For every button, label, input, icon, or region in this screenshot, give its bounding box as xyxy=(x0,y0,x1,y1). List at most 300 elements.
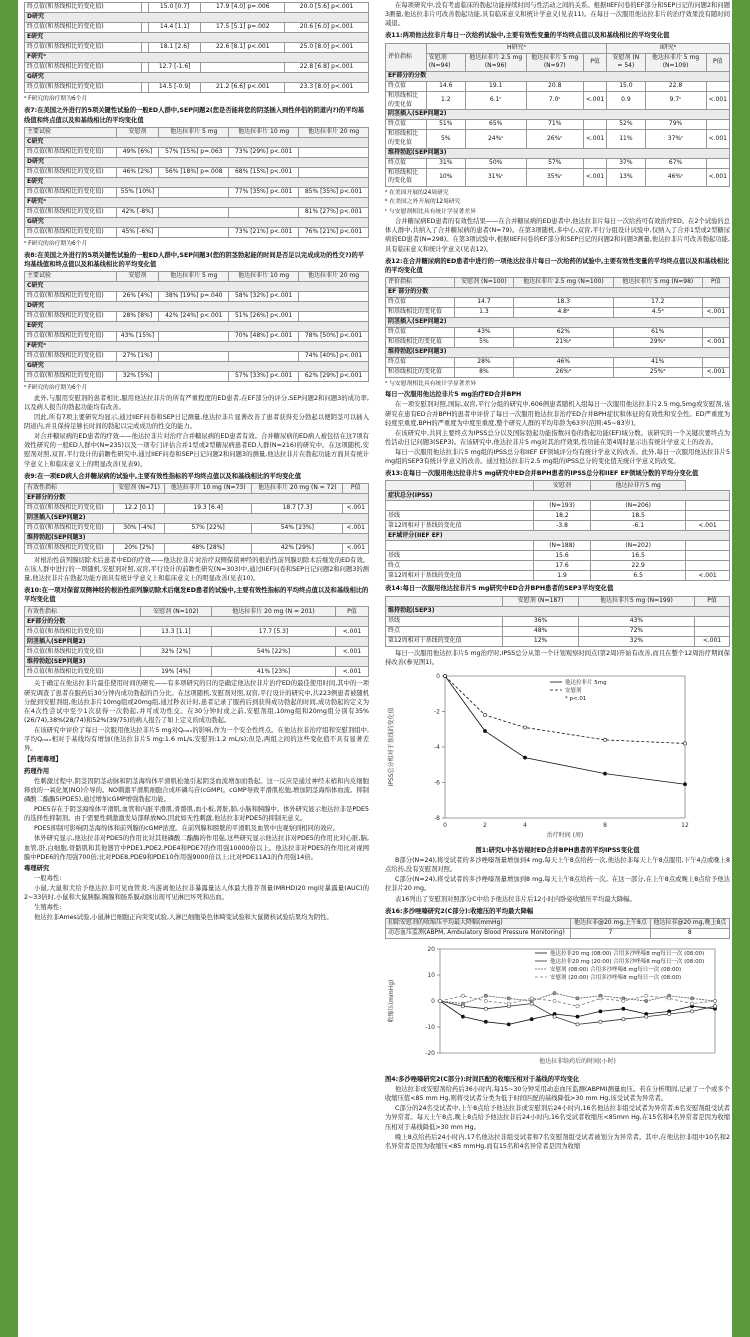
table-header: 他达拉非片 20 mg xyxy=(299,272,369,282)
table-header: 评价指标 xyxy=(386,43,427,71)
table-header-row xyxy=(386,481,730,491)
table-cell: -6.1 xyxy=(591,521,686,531)
table-cell: 14.4 [1.1] xyxy=(148,23,200,33)
table-cell: <.001 xyxy=(702,337,729,347)
table-cell: 18.2 xyxy=(533,511,591,521)
y-tick-label: -4 xyxy=(434,743,440,751)
table-cell: 12.7 [-1.6] xyxy=(148,63,200,73)
table-cell: <.001 xyxy=(583,130,606,148)
data-point xyxy=(576,997,579,1000)
data-point xyxy=(690,997,693,1000)
table-header: P值 xyxy=(343,483,369,493)
table-cell: 终点 xyxy=(386,561,534,571)
table-cell xyxy=(686,551,730,561)
table12-note: ᵃ 与安慰剂相比具有统计学显著差异 xyxy=(385,380,477,387)
table-header: 他达拉非片5 mg (N=199) xyxy=(578,596,694,606)
table-section-label: EF域评分(IIEF EF) xyxy=(386,531,730,541)
table-row xyxy=(386,81,730,91)
table-section-row xyxy=(25,657,369,667)
table-cell: 16.5 xyxy=(591,551,686,561)
table-cell: 43% xyxy=(454,327,513,337)
table-row xyxy=(386,168,730,186)
table-cell: 17.2 xyxy=(613,297,702,307)
figure1-chart xyxy=(385,668,730,840)
data-point xyxy=(461,1015,464,1018)
table-header: 安慰剂 xyxy=(116,272,159,282)
table-cell: 17.7 [5.3] xyxy=(212,627,336,637)
table-cell: 终点值 xyxy=(386,327,455,337)
paragraph: 他达拉非Ames试验,小鼠淋巴细胞正向突变试验,人淋巴细胞染色体畸变试验和大鼠微核试验结果均为阴性。 xyxy=(34,914,333,922)
y-tick-label: -6 xyxy=(434,779,440,787)
table-row xyxy=(386,337,730,347)
paragraph: 表16列出了安慰剂对照部分C中给予他达拉非片后12小时内卧姿收缩压平均最大降幅。 xyxy=(395,895,636,903)
table-cell: 32% [5%] xyxy=(116,372,159,382)
data-point xyxy=(507,997,510,1000)
table-row xyxy=(25,227,369,237)
table-cell: 终点值(和基线相比的变化值) xyxy=(25,523,114,533)
table-cell: 24%ᶜ xyxy=(465,130,526,148)
table-header: P值 xyxy=(706,53,729,71)
table-cell: 48% xyxy=(503,626,578,636)
table-cell: -3.8 xyxy=(533,521,591,531)
table-row xyxy=(386,130,730,148)
table-header: 有效性指标 xyxy=(25,607,141,617)
table-cell: 52% xyxy=(607,120,645,130)
table-header: 他达拉非片 20 mg (N = 201) xyxy=(212,607,336,617)
table-section-label: 阴茎插入(SEP问题2) xyxy=(25,637,369,647)
paragraph: 体外研究显示,他达拉非对PDE5的作用比对其他磷酸二酯酶的作用强,这些研究显示他达拉非对PDE5的作用比对心脏,脑,血管,肝,白细胞,骨骼肌和其他器官中PDE1,PDE2,PDE4和PDE7的作用强10000倍以上。他达拉非对PDE5的作用比对视网膜中PDE6的作用强700倍;比对PDE8,PDE9和PDE10作用强9000倍以上;比对PDE11A1的作用强14倍。 xyxy=(24,835,369,861)
table-header xyxy=(386,481,534,491)
table-header-row xyxy=(386,918,730,928)
table-group-header: I研究ᵇ xyxy=(607,43,730,53)
data-point xyxy=(599,997,602,1000)
table-section-label: EF部分的分数 xyxy=(25,617,369,627)
table-header: 他达拉非@20 mg,晚上8点 xyxy=(650,918,729,928)
data-point xyxy=(599,1020,602,1023)
table-section-row xyxy=(386,71,730,81)
table-cell xyxy=(141,83,148,93)
table7 xyxy=(24,127,369,238)
table-cell xyxy=(229,207,299,217)
table-cell: 32% xyxy=(578,636,694,646)
table-cell: 71% xyxy=(526,120,583,130)
table-cell xyxy=(702,357,729,367)
table-cell: 基线 xyxy=(386,616,503,626)
table-cell: 11% xyxy=(607,130,645,148)
table-row xyxy=(386,511,730,521)
table-row xyxy=(25,627,369,637)
data-point xyxy=(690,1010,693,1013)
table-section-label: C研究 xyxy=(25,282,369,292)
table-cell: 终点值(和基线相比的变化值) xyxy=(25,352,117,362)
table-cell: <.001 xyxy=(343,543,369,553)
x-tick-label: 0 xyxy=(443,821,447,829)
table-cell xyxy=(229,352,299,362)
table-cell: 26% [4%] xyxy=(116,292,159,302)
table-header-row xyxy=(386,596,730,606)
right-column xyxy=(385,0,730,1337)
table-section-row xyxy=(25,197,369,207)
table-row xyxy=(25,43,369,53)
table-cell: 第12周相对于基线的变化值 xyxy=(386,636,503,646)
data-point xyxy=(576,1004,579,1007)
table-cell: 14.6 xyxy=(426,81,465,91)
table-cell: 15.0 xyxy=(607,81,645,91)
table-section-label: E研究 xyxy=(25,33,369,43)
table11-note: ᵃ 在美国开展的24周研究 xyxy=(385,190,449,196)
series-line xyxy=(445,676,685,743)
table-row xyxy=(386,541,730,551)
paragraph: PDE5抑制可影响阴茎海绵体和前列腺的cGMP浓度。在前列腺和膀胱的平滑肌及血管中也观察到相同的效应。 xyxy=(34,825,339,833)
table-cell xyxy=(686,501,730,511)
table-cell: 50% xyxy=(465,158,526,168)
table7-note: ᵃ F研究的治疗期为6个月 xyxy=(24,240,88,247)
table-cell: 57% [22%] xyxy=(165,523,252,533)
table-cell: 15.0 [0.7] xyxy=(148,3,200,13)
table-header: 安慰剂 (N=94) xyxy=(426,53,465,71)
table-cell: 终点值(和基线相比的变化值) xyxy=(25,372,117,382)
table-section-row xyxy=(386,491,730,501)
table-cell: 62% [29%] p<.001 xyxy=(299,372,369,382)
table-header: 评价指标 xyxy=(386,277,455,287)
table-cell: 68% [15%] p<.001 xyxy=(229,167,299,177)
data-point xyxy=(683,782,686,785)
table-cell: 和基线相比的变化值 xyxy=(386,91,427,109)
table-cell: 70% [48%] p<.001 xyxy=(229,332,299,342)
table-header: 他达拉非片5 mg xyxy=(591,481,686,491)
table-row xyxy=(386,307,730,317)
data-point xyxy=(523,726,526,729)
table-row xyxy=(25,292,369,302)
table-section-row xyxy=(25,53,369,63)
table13 xyxy=(385,480,730,581)
table-cell: 76% [21%] p<.001 xyxy=(299,227,369,237)
table-cell: 0.9 xyxy=(607,91,645,109)
figure4-caption: 图4:多沙唑嗪研究2(C部分):时间匹配的收缩压相对于基线的平均变化 xyxy=(385,1075,580,1083)
data-point xyxy=(713,1004,716,1007)
table-cell: 77% [35%] p<.001 xyxy=(229,187,299,197)
table-section-row xyxy=(386,148,730,158)
table-top-note: ᵃ F研究的治疗期为6个月 xyxy=(24,96,88,102)
data-point xyxy=(553,1015,556,1018)
data-point xyxy=(523,756,526,759)
table-cell: 28% [8%] xyxy=(116,312,159,322)
paragraph: B部分(N=24),将受试者的多沙唑嗪剂量增加到4 mg,每天上午8点给药一次,他达拉非每天上午8点服用,下午4点或晚上8点给药,没有安慰剂对照。 xyxy=(385,857,730,874)
table-header: 安慰剂 xyxy=(533,481,591,491)
table-cell: 1.3 xyxy=(454,307,513,317)
table-section-row xyxy=(25,137,369,147)
data-point xyxy=(576,1023,579,1026)
paragraph: 在每项研究中,没有考虑临床的勃起功能持续时间与性活动之间的关系。根据IIEF问卷的EF部分和SEP日记的问题2和问题3测量,他达拉非片可改善勃起功能,具有临床意义和统计学意义(见表11)。在每日一次服用他达拉非片的治疗效果没有随时间减退。 xyxy=(385,2,730,28)
data-point xyxy=(645,999,648,1002)
table-cell: 81% [27%] p<.001 xyxy=(299,207,369,217)
table-cell: <.001 xyxy=(702,367,729,377)
table-section-label: D研究 xyxy=(25,157,369,167)
table-row xyxy=(25,667,369,677)
table-cell: 18.3 xyxy=(513,297,613,307)
table-cell: <.001 xyxy=(343,523,369,533)
table-section-label: F研究ᵃ xyxy=(25,342,369,352)
table-cell: 27% [1%] xyxy=(116,352,159,362)
table-cell: 终点值 xyxy=(386,120,427,130)
table-header: 他达拉非片 5 mg (N=97) xyxy=(526,53,583,71)
data-point xyxy=(553,991,556,994)
x-axis-label: 他达拉非给药后的时间(小时) xyxy=(539,1057,616,1065)
table-cell: 7.0ᶜ xyxy=(526,91,583,109)
table-cell: 57% [33%] p<.001 xyxy=(229,372,299,382)
table-row xyxy=(25,23,369,33)
data-point xyxy=(645,1015,648,1018)
table-header: 他达拉非片 10 mg (N=73) xyxy=(165,483,252,493)
table-section-label: 维持勃起(SEP问题3) xyxy=(25,657,369,667)
y-tick-label: -2 xyxy=(434,708,440,716)
data-point xyxy=(507,1023,510,1026)
table-section-row xyxy=(386,287,730,297)
table-section-label: EF部分的分数 xyxy=(25,493,369,503)
table-cell: 85% [35%] p<.001 xyxy=(299,187,369,197)
x-tick-label: 2 xyxy=(483,821,487,829)
table-cell: 17.5 [5.1] p=.002 xyxy=(201,23,285,33)
table-cell xyxy=(201,63,285,73)
data-point xyxy=(622,1007,625,1010)
table-cell: 42% [24%] p<.001 xyxy=(159,312,229,322)
table11-note: ᶜ 与安慰剂相比具有统计学显著差异 xyxy=(385,208,476,215)
table-cell xyxy=(386,501,534,511)
table-cell: 58% [32%] p<.001 xyxy=(229,292,299,302)
table-cell: 36% xyxy=(503,616,578,626)
data-point xyxy=(683,742,686,745)
table-cell: 和基线相比的变化值 xyxy=(386,367,455,377)
table-cell: 22.8 [6.8] p<.001 xyxy=(285,63,369,73)
table-cell: 23.3 [8.0] p<.001 xyxy=(285,83,369,93)
table-cell: 终点值(和基线相比的变化值) xyxy=(25,292,117,302)
table8-caption: 表8:在美国之外进行的5项关键性试验的一般ED人群中,SEP问题3(您的阴茎勃起能的时间是否足以完成成功的性交?)的平均基线值和终点值以及和基线相比的平均变化值 xyxy=(24,252,365,269)
table-cell: <.001 xyxy=(706,130,729,148)
table-header: 安慰剂 (N=71) xyxy=(114,483,165,493)
table-cell: 终点 xyxy=(386,626,503,636)
table-row xyxy=(25,372,369,382)
table-header: 他达拉非片 10 mg xyxy=(229,272,299,282)
table-section-row xyxy=(25,157,369,167)
table-section-row xyxy=(25,637,369,647)
table-section-label: 阴茎插入(SEP问题2) xyxy=(386,317,730,327)
data-point xyxy=(484,1007,487,1010)
table-cell: 48% [28%] xyxy=(165,543,252,553)
paragraph: 每日一次服用他达拉非片5 mg组的IPSS总分和IIEF EF领域评分均有统计学意义的改善。此外,每日一次服用他达拉非片5 mg组的SEP3有统计学意义的改善。通过他达拉非片2.5 mg组的IPSS总分的变化值无统计学意义的改变。 xyxy=(385,449,730,466)
table-cell: 37% xyxy=(607,158,645,168)
table-row xyxy=(386,158,730,168)
paragraph: 对合并糖尿病的ED患者的疗效——他达拉非片对治疗合并糖尿病的ED患者有效。合并糖尿病的ED病人被包括在这7项有效性研究的一般ED人群中(N=235)以及一项专门评估合并1型或2型糖尿病患者ED人群(N=216)的研究中。在这项随机,安慰剂对照,双盲,平行设计的前瞻性研究中,通过IIEF问卷和SEP日记问题2和问题3的测量,他达拉非片在勃起功能方面具有统计学意义上和临床意义上的明显改善(见表9)。 xyxy=(24,433,369,468)
table-row xyxy=(386,551,730,561)
table-cell xyxy=(299,312,369,322)
data-point xyxy=(461,994,464,997)
table-section-label: D研究 xyxy=(25,13,369,23)
figure4-chart xyxy=(385,941,730,1069)
table-section-row xyxy=(25,33,369,43)
table-cell: 第12周相对于基线的变化值 xyxy=(386,571,534,581)
y-tick-label: 0 xyxy=(431,997,435,1005)
table-cell: 72% xyxy=(578,626,694,636)
table-cell: 13.3 [1.1] xyxy=(140,627,212,637)
table-cell: 20.0 [5.6] p<.001 xyxy=(285,3,369,13)
table-cell: 4.8ᵃ xyxy=(513,307,613,317)
table-cell: 56% [18%] p=.008 xyxy=(159,167,229,177)
table12-caption: 表12:在合并糖尿病的ED患者中进行的一项他达拉非片每日一次给药的试验中,主要有效性变量的平均终点值以及和基线相比的平均变化值 xyxy=(385,257,730,274)
data-point xyxy=(690,1002,693,1005)
table-row xyxy=(386,626,730,636)
table-row xyxy=(25,207,369,217)
table-section-label: 维持勃起(SEP问题3) xyxy=(25,533,369,543)
table-row xyxy=(25,332,369,342)
paragraph: 性刺激过程中,阴茎因阴茎动脉和阴茎海绵体平滑肌松弛引起阴茎血流增加而勃起。这一反应是通过神经末梢和内皮细胞释放的一氧化氮(NO)介导的。NO刺激平滑肌细胞合成环磷鸟苷(cGMP)。cGMP导致平滑肌松弛,增加阴茎海绵体血流。抑制磷酸二酯酶5(PDE5),通过增加cGMP增强勃起功能。 xyxy=(24,777,369,803)
table-row xyxy=(25,352,369,362)
table-cell xyxy=(299,292,369,302)
table-cell xyxy=(583,158,606,168)
table-cell: 73% [29%] p<.001 xyxy=(229,147,299,157)
table12 xyxy=(385,277,730,378)
table-section-row xyxy=(25,177,369,187)
table-cell: 43% [15%] xyxy=(116,332,159,342)
table9-caption: 表9:在一项ED病人合并糖尿病的试验中,主要有效性指标的平均终点值以及和基线相比的平均变化值 xyxy=(24,472,301,480)
table-header: P值 xyxy=(695,596,730,606)
x-axis-label: 治疗时间 (周) xyxy=(546,831,584,839)
table-cell: 终点值(和基线相比的变化值) xyxy=(25,3,142,13)
table-cell: <.001 xyxy=(335,647,368,657)
y-tick-label: -8 xyxy=(434,814,440,822)
data-point xyxy=(668,997,671,1000)
table-section-label: D研究 xyxy=(25,302,369,312)
table-cell: <.001 xyxy=(583,91,606,109)
paragraph: 在该研究中评价了每日一次服用他达拉非片5 mg对Qₘₐₓ的影响,作为一个安全性终点。在他达拉非治疗组和安慰剂组中,平均Qₘₐₓ相对于基线均有增加(他达拉非片5 mg:1.6 mL/s,安慰剂:1.2 mL/s);但是,两组之间的这些变化值不具有显著差异。 xyxy=(24,727,369,753)
table-cell: 终点值 xyxy=(386,81,427,91)
table-cell: 46% xyxy=(513,357,613,367)
paragraph: 合并糖尿病ED患者的有效性结果——在合并糖尿病的ED患者中,他达拉非片每日一次给药可有效治疗ED。在2个试验的总体人群中,共纳入了合并糖尿病的患者(N=79)。在第3项随机,多中心,双盲,平行分组设计试验中,仅纳入了合并1型或2型糖尿病的ED患者(N=298)。在第3项试验中,根据IIEF问卷的EF部分和SEP日记的问题2和问题3测量,他达拉非片可改善勃起功能,具有临床意义和统计学意义(见表12)。 xyxy=(385,218,730,253)
data-point xyxy=(603,738,606,741)
table-cell: 终点值 xyxy=(386,357,455,367)
table-cell: 51% [26%] p<.001 xyxy=(229,312,299,322)
data-point xyxy=(645,994,648,997)
table-cell: 41% [23%] xyxy=(212,667,336,677)
table-header: P值 xyxy=(702,277,729,287)
table-cell: 28% xyxy=(454,357,513,367)
table10 xyxy=(24,606,369,677)
table-cell: 57% xyxy=(526,158,583,168)
table-section-label: E研究 xyxy=(25,322,369,332)
table-cell xyxy=(706,120,729,130)
table-cell: 17.6 xyxy=(533,561,591,571)
table-row xyxy=(25,167,369,177)
y-axis-label: 收缩压(mmHg) xyxy=(388,979,395,1023)
table-row xyxy=(386,571,730,581)
data-point xyxy=(622,999,625,1002)
table11-note: ᵇ 在美国之外开展的12周研究 xyxy=(385,199,461,206)
x-tick-label: 8 xyxy=(603,821,607,829)
table-row xyxy=(386,357,730,367)
table-cell: 终点值(和基线相比的变化值) xyxy=(25,647,141,657)
table-section-row xyxy=(386,317,730,327)
table-cell xyxy=(159,207,229,217)
table-header: 他达拉非片 2.5 mg (N=96) xyxy=(465,53,526,71)
table-cell: 6.1ᶜ xyxy=(465,91,526,109)
data-point xyxy=(622,1017,625,1020)
table-row xyxy=(386,521,730,531)
table-cell: 54% [23%] xyxy=(252,523,343,533)
table-row xyxy=(386,561,730,571)
table-section-label: G研究 xyxy=(25,73,369,83)
data-point xyxy=(438,999,441,1002)
table-row xyxy=(386,928,730,938)
table-cell: (N=193) xyxy=(533,501,591,511)
table-cell: 终点值(和基线相比的变化值) xyxy=(25,43,142,53)
table-section-row xyxy=(25,302,369,312)
table-cell: 32% [2%] xyxy=(140,647,212,657)
table-header-row xyxy=(386,277,730,287)
table-header: 他达拉非片 20 mg xyxy=(299,127,369,137)
paragraph: C部分(N=24),将受试者的多沙唑嗪剂量增加到8 mg,每天上午8点给药一次。在这一部分,在上午8点或晚上8点给予他达拉非片20 mg。 xyxy=(385,876,730,893)
table-section-row xyxy=(25,217,369,227)
table-cell: 14.5 [-0.9] xyxy=(148,83,200,93)
table-section-row xyxy=(25,617,369,627)
table-cell xyxy=(159,352,229,362)
subheading: 一般毒性: xyxy=(34,874,62,882)
table-cell: 42% [29%] xyxy=(252,543,343,553)
table-cell xyxy=(695,626,730,636)
table-cell: 20.6 [6.0] p<.001 xyxy=(285,23,369,33)
table-row xyxy=(25,187,369,197)
table-cell xyxy=(159,332,229,342)
table9 xyxy=(24,483,369,554)
table-cell: 和基线相比的变化值 xyxy=(386,168,427,186)
paragraph: C部分的24名受试者中,上午8点给予他达拉非或安慰剂后24小时内,16名他达拉非组受试者为异常者,6名安慰剂组受试者为异常者。每天上午8点,晚上8点给予他达拉非后24小时内,16名受试者收缩压<85mm Hg,在15名和4名异常者是因为收缩压相对于基线降低>30 mm Hg。 xyxy=(385,1105,730,1131)
table-cell: 第12周相对于基线的变化值 xyxy=(386,521,534,531)
table-cell: 29%ᵃ xyxy=(613,337,702,347)
table-header: 安慰剂 (N=187) xyxy=(503,596,578,606)
table-header: 他达拉非片 10 mg xyxy=(229,127,299,137)
table-cell xyxy=(159,372,229,382)
table-section-label: C研究 xyxy=(25,137,369,147)
table-cell: 14.7 xyxy=(454,297,513,307)
table-cell xyxy=(702,297,729,307)
table-cell: 8% xyxy=(454,367,513,377)
table-row xyxy=(25,63,369,73)
data-point xyxy=(484,999,487,1002)
table-row xyxy=(386,297,730,307)
legend-label: 他达拉非20 mg (20:00) 合用多沙唑嗪8 mg每日一次 (08:00) xyxy=(550,958,705,965)
table-cell: 基线 xyxy=(386,511,534,521)
table-cell xyxy=(686,541,730,551)
table-cell: 9.7ᶜ xyxy=(645,91,706,109)
table-cell: 41% xyxy=(613,357,702,367)
data-point xyxy=(668,1012,671,1015)
table-cell: 8 xyxy=(650,928,729,938)
paragraph: 晚上8点给药后24小时内,17名他达拉非组受试者和7名安慰剂组受试者被划分为异常者。其中,在他达拉非组中10名和2名异常者是因为收缩压<85 mmHg,而有15名和4名异常者是因为收缩 xyxy=(385,1133,730,1150)
table-section-label: F研究ᵃ xyxy=(25,197,369,207)
paragraph: 关于确定在他达拉非片最佳使用时间的研究——有多项研究的目的是确定他达拉非片治疗ED的最佳使用时间,其中的一项研究调查了患者在服药后30分钟内成功勃起的百分比。在这项随机,安慰剂对照,双盲,平行设计的研究中,共223例患者被随机分配到安慰剂组,他达拉非片10mg组或20mg组,通过秒表计时,患者记录了服药后到获得成功勃起的时间,成功勃起的定义为在4次性尝试中至少1次获得一次勃起,并可成功性交。在30分钟时或之前,安慰剂组,10mg组和20mg组分别有35%(26/74),38%(28/74)和52%(39/75)的病人报告了如上定义的成功勃起。 xyxy=(24,680,369,724)
data-point xyxy=(599,1010,602,1013)
table-header-row xyxy=(25,483,369,493)
table-cell xyxy=(583,120,606,130)
table-cell: 62% xyxy=(513,327,613,337)
table-header: 安慰剂 (N=102) xyxy=(140,607,212,617)
table-section-label: 维持勃起(SEP3) xyxy=(386,606,730,616)
table-cell xyxy=(141,63,148,73)
table-section-row xyxy=(386,531,730,541)
table-row xyxy=(25,523,369,533)
x-tick-label: 12 xyxy=(681,821,689,829)
table-cell: 22.9 xyxy=(591,561,686,571)
table-cell: 61% xyxy=(613,327,702,337)
table-section-label: 症状总分(IPSS) xyxy=(386,491,730,501)
